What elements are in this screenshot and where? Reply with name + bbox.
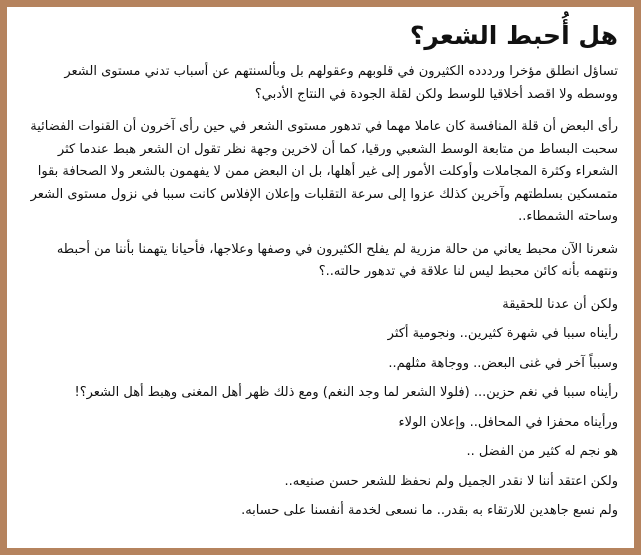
article-paragraph: ولكن اعتقد أننا لا نقدر الجميل ولم نحفظ للشعر حسن صنيعه.. [284, 473, 618, 489]
article-frame [7, 7, 634, 548]
article-paragraph: وسبباً آخر في غنى البعض.. ووجاهة مثلهم.. [388, 355, 618, 371]
article-paragraph: هو نجم له كثير من الفضل .. [466, 444, 618, 459]
article-paragraph: تساؤل انطلق مؤخرا ورددده الكثيرون في قلوبهم وعقولهم بل وبألسنتهم عن أسباب تدني مستوى الشعر ووسطه ولا اقصد أخلاقيا للوسط ولكن لقلة الجودة في النتاج الأدبي؟ [64, 64, 618, 102]
article-paragraph: شعرنا الآن محبط يعاني من حالة مزرية لم يفلح الكثيرون في وصفها وعلاجها، فأحيانا يتهمنا بأننا من أحبطه ونتهمه بأنه كائن محبط ليس لنا علاقة في تدهور حالته..؟ [56, 241, 618, 279]
article-paragraph: ورأيناه محفزا في المحافل.. وإعلان الولاء [398, 414, 618, 430]
article-paragraph: رأيناه سببا في شهرة كثيرين.. ونجومية أكثر [387, 326, 618, 341]
article-paragraph: رأى البعض أن قلة المنافسة كان عاملا مهما في تدهور مستوى الشعر في حين رأى آخرون أن القنوات الفضائية سحبت البساط من متابعة الوسط الشعبي ورقيا، كما أن لاخرين وجهة نظر تقول ان الشعر هبط عندما كثر الشعراء وكثرة المجاملات وأوكلت الأمور إلى غير أهلها، بل ان البعض ممن لا يفهمون بالشعر ولا الصحافة بقوا متمسكين بسلطتهم وآخرين كذلك عزوا إلى سرعة التقلبات وإعلان الإفلاس كانت سببا في نزول مستوى الشعر وساحته الشمطاء.. [30, 119, 618, 224]
article-title: هل أُحبط الشعر؟ [409, 21, 618, 50]
article-paragraph: ولكن أن عدنا للحقيقة [502, 296, 618, 312]
article-paragraph: ولم نسع جاهدين للارتقاء به بقدر.. ما نسعى لخدمة أنفسنا على حسابه. [241, 503, 618, 518]
article-paragraph: رأيناه سببا في نغم حزين... (فلولا الشعر لما وجد النغم) ومع ذلك ظهر أهل المغنى وهبط أهل الشعر؟! [74, 385, 618, 400]
